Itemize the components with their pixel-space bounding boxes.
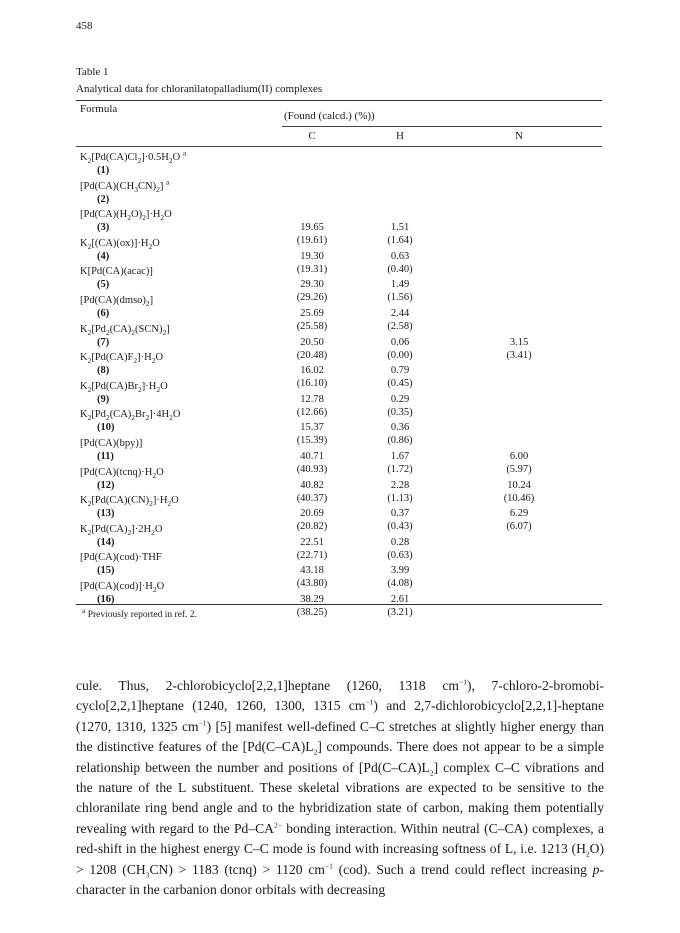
row-calcd-c: (15.39) — [296, 435, 328, 447]
row-index: (9) — [97, 393, 110, 405]
row-formula: K[Pd(CA)(acac)] — [80, 266, 153, 278]
row-formula: $K_2[(CA)(ox)]\cdot H_2O$ — [80, 237, 160, 251]
row-formula: $K_2[Pd(CA)Cl_2]\cdot 0.5H_2O$ $^a$ — [80, 148, 187, 166]
row-index: (4) — [97, 250, 110, 262]
row-found-c: 43.18 — [300, 565, 324, 577]
table-caption: Analytical data for chloranilatopalladium(II) complexes — [76, 83, 323, 95]
row-calcd-h: (0.00) — [387, 349, 413, 361]
row-index: (5) — [97, 279, 110, 291]
row-found-h: 3.99 — [390, 565, 410, 577]
row-calcd-h: (0.45) — [387, 378, 413, 390]
row-calcd-h: (4.08) — [387, 578, 413, 590]
header-found-calcd: (Found (calcd.) (%)) — [284, 110, 375, 122]
header-h: H — [396, 130, 404, 142]
header-formula: Formula — [80, 103, 118, 115]
row-calcd-c: (20.48) — [296, 349, 328, 361]
row-calcd-c: (12.66) — [296, 406, 328, 418]
row-found-h: 0.36 — [390, 422, 410, 434]
row-calcd-n: (10.46) — [503, 492, 535, 504]
row-found-c: 40.71 — [300, 451, 324, 462]
row-found-h: 1.49 — [390, 279, 410, 291]
row-found-c: 40.82 — [300, 479, 324, 491]
row-index: (12) — [97, 479, 115, 491]
row-calcd-c: (29.26) — [296, 292, 328, 304]
row-found-c: 16.02 — [300, 365, 324, 377]
row-found-h: 0.37 — [390, 508, 410, 520]
row-found-h: 0.29 — [390, 393, 410, 405]
row-calcd-n: (3.41) — [506, 349, 532, 361]
row-found-c: 19.65 — [300, 222, 324, 234]
row-formula: [Pd(CA)(bpy)] — [80, 438, 143, 449]
table-bottom-rule — [76, 604, 602, 605]
row-found-h: 0.79 — [390, 365, 410, 377]
header-c: C — [308, 130, 316, 142]
row-calcd-c: (16.10) — [296, 378, 328, 390]
row-found-h: 1.51 — [390, 222, 410, 234]
row-formula: $K_2[Pd_2(CA)_2(SCN)_2]$ — [80, 323, 170, 337]
row-index: (3) — [97, 222, 110, 234]
row-index: (6) — [97, 308, 110, 319]
row-found-c: 22.51 — [300, 536, 324, 548]
row-found-c: 29.30 — [300, 279, 324, 291]
table-footnote: $^a$ Previously reported in ref. 2. — [82, 605, 197, 620]
header-sub-rule — [282, 126, 602, 127]
row-formula: [Pd(CA)(cod)·THF — [80, 552, 162, 564]
row-formula: $K_2[Pd(CA)(CN)_2]\cdot H_2O$ — [80, 495, 179, 509]
row-found-n: 6.29 — [509, 508, 529, 520]
row-found-n: 3.15 — [509, 336, 529, 348]
row-index: (16) — [97, 594, 115, 605]
row-index: (2) — [97, 193, 110, 205]
row-calcd-c: (38.25) — [296, 607, 328, 618]
row-calcd-h: (2.58) — [387, 321, 413, 332]
row-formula: [$Pd(CA)(tcnq)\cdot H_2O$ — [80, 466, 164, 480]
header-bottom-rule — [76, 146, 602, 147]
row-found-h: 2.28 — [390, 479, 410, 491]
row-index: (7) — [97, 336, 110, 348]
row-found-c: 20.69 — [300, 508, 324, 520]
row-index: (10) — [97, 422, 115, 434]
row-calcd-n: (6.07) — [506, 521, 532, 533]
row-index: (8) — [97, 365, 110, 377]
row-calcd-c: (25.58) — [296, 321, 328, 332]
row-formula: $K_2[Pd_2(CA)_2Br_2]\cdot 4H_2O$ — [80, 409, 181, 423]
row-found-c: 15.37 — [300, 422, 324, 434]
row-found-n: 10.24 — [507, 479, 531, 491]
row-calcd-c: (43.80) — [296, 578, 328, 590]
row-calcd-h: (1.13) — [387, 492, 413, 504]
row-found-h: 2.44 — [390, 308, 410, 319]
page-number: 458 — [76, 20, 93, 32]
row-calcd-h: (3.21) — [387, 607, 413, 618]
row-calcd-c: (40.93) — [296, 464, 328, 475]
row-formula: $K_2[Pd(CA)F_2]\cdot H_2O$ — [80, 352, 164, 366]
row-found-h: 0.06 — [390, 336, 410, 348]
row-found-c: 25.69 — [300, 308, 324, 319]
row-calcd-h: (0.63) — [387, 549, 413, 561]
row-index: (13) — [97, 508, 115, 520]
table-label: Table 1 — [76, 66, 109, 78]
row-formula: $K_2[Pd(CA)_2]\cdot 2H_2O$ — [80, 523, 163, 537]
row-calcd-c: (40.37) — [296, 492, 328, 504]
row-calcd-c: (19.61) — [296, 235, 328, 247]
row-calcd-h: (1.64) — [387, 235, 413, 247]
row-calcd-h: (0.86) — [387, 435, 413, 447]
row-index: (15) — [97, 565, 115, 577]
row-index: (11) — [97, 451, 114, 462]
row-found-n: 6.00 — [509, 451, 529, 462]
row-found-c: 19.30 — [300, 250, 324, 262]
header-n: N — [515, 130, 523, 142]
row-found-h: 1.67 — [390, 451, 410, 462]
row-found-h: 0.28 — [390, 536, 410, 548]
row-found-c: 12.78 — [300, 393, 324, 405]
row-calcd-h: (0.43) — [387, 521, 413, 533]
row-calcd-h: (1.56) — [387, 292, 413, 304]
row-found-c: 38.29 — [300, 594, 324, 605]
row-formula: $[Pd(CA)(dmso)_2]$ — [80, 295, 154, 309]
row-formula: $K_2[Pd(CA)Br_2]\cdot H_2O$ — [80, 380, 168, 394]
row-formula: $[Pd(CA)(CH_3CN)_2]$ $^a$ — [80, 177, 170, 194]
row-found-h: 2.61 — [390, 594, 410, 605]
row-found-c: 20.50 — [300, 336, 324, 348]
row-formula: $[Pd(CA)(cod)]\cdot H_2O$ — [80, 581, 165, 595]
row-calcd-n: (5.97) — [506, 464, 532, 475]
row-calcd-h: (0.40) — [387, 263, 413, 275]
row-calcd-c: (19.31) — [296, 263, 328, 275]
row-calcd-c: (22.71) — [296, 549, 328, 561]
row-index: (1) — [97, 165, 110, 176]
row-found-h: 0.63 — [390, 250, 410, 262]
row-calcd-h: (1.72) — [387, 464, 413, 475]
row-formula: $[Pd(CA)(H_2O)_2]\cdot H_2O$ — [80, 209, 172, 223]
table-top-rule — [76, 100, 602, 101]
body-paragraph: cule. Thus, 2-chlorobicyclo[2,2,1]heptane (1260, 1318 $cm^{-1}$), 7-chloro-2-bromobi-cyclo[2,2,1]heptane (1240, 1260, 1300, 1315 $cm^{-1}$) and 2,7-dichlorobicyclo[2,2,1]-heptane (1270, 1310, 1325 $cm^{-1}$) [5] manifest well-defined C–C stretches at slightly higher energy than the distinctive features of the $[Pd(C-CA)L_2]$ compounds. There does not appear to be a simple relationship between the number and positions of $[Pd(C-CA)L_2]$ complex C–C vibrations and the nature of the L substituent. These skeletal vibrations are expected to be sensitive to the chloranilate ring bend angle and to the hybridization state of carbon, making them potentially revealing with regard to the $Pd-CA^{2-}$ bonding interaction. Within neutral (C–CA) complexes, a red-shift in the highest energy C–C mode is found with increasing softness of L, i.e. 1213 $(H_2O) > 1208$ $(CH_3CN) > 1183$ (tcnq) > 1120 $cm^{-1}$ (cod). Such a trend could reflect increasing p-character in the carbanion donor orbitals with decreasing — [76, 677, 605, 898]
row-calcd-c: (20.82) — [296, 521, 328, 533]
row-calcd-h: (0.35) — [387, 406, 413, 418]
row-index: (14) — [97, 536, 115, 548]
